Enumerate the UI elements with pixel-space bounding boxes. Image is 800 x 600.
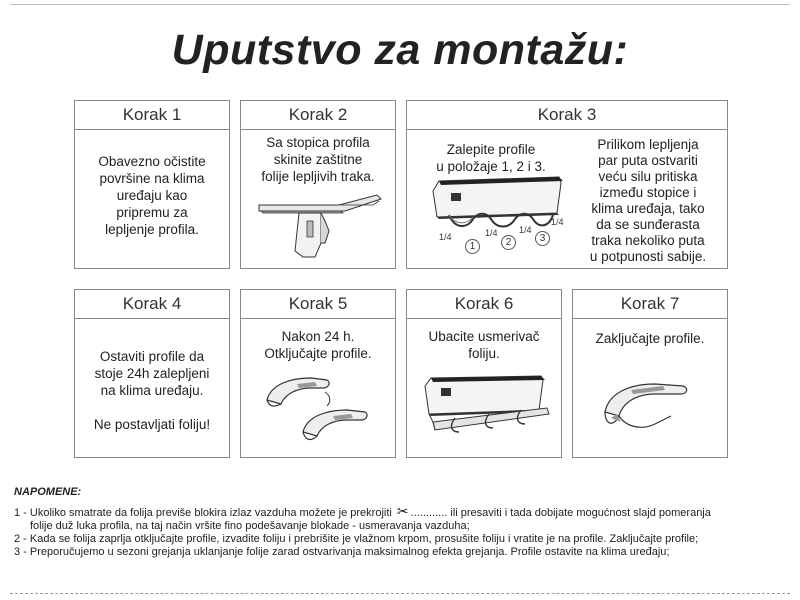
- step-3-line: u položaje 1, 2 i 3.: [436, 159, 546, 174]
- notes-heading: NAPOMENE:: [14, 486, 82, 498]
- note-1-lead: 1 - Ukoliko smatrate da folija previše blokira izlaz vazduha možete je prekrojiti: [14, 507, 392, 519]
- fraction-label: 1/4: [439, 232, 452, 242]
- step-2-line: folije lepljivih traka.: [261, 169, 375, 184]
- fraction-label: 1/4: [551, 217, 564, 227]
- bottom-border: [10, 593, 790, 594]
- step-1: [74, 100, 230, 269]
- step-6-line: foliju.: [468, 346, 500, 361]
- step-3-line: između stopice i: [599, 185, 697, 200]
- step-6-heading: Korak 6: [407, 290, 561, 319]
- step-5-line: Otključajte profile.: [264, 346, 372, 361]
- step-7-text: [573, 330, 727, 347]
- step-5-text: [241, 328, 395, 362]
- step-1-heading: Korak 1: [75, 101, 229, 130]
- step-3-heading: Korak 3: [407, 101, 727, 130]
- step-1-text: [75, 153, 229, 238]
- fraction-label: 1/4: [519, 225, 532, 235]
- note-1-line2: folije duž luka profila, na taj način vršite fino podešavanje blokade - usmeravanja vazduha;: [30, 520, 470, 532]
- page-title: Uputstvo za montažu:: [171, 26, 629, 74]
- note-1-tail: ili presaviti i tada dobijate mogućnost slajd pomeranja: [450, 507, 711, 519]
- step-3-line: veću silu pritiska: [598, 169, 698, 184]
- step-5: [240, 289, 396, 458]
- step-2-line: Sa stopica profila: [266, 135, 370, 150]
- profile-foot-illustration: [255, 191, 385, 263]
- step-4-line: stoje 24h zalepljeni: [94, 366, 210, 381]
- step-2: [240, 100, 396, 269]
- step-3-line: klima uređaja, tako: [591, 201, 705, 216]
- locked-profile-illustration: [591, 370, 715, 450]
- note-1-cut-marker: ............: [410, 507, 448, 519]
- step-1-line: lepljenje profila.: [105, 222, 199, 237]
- step-4-text: [75, 348, 229, 399]
- position-marker-3: 3: [535, 231, 550, 246]
- position-marker-2: 2: [501, 235, 516, 250]
- top-border: [10, 4, 790, 5]
- step-6-line: Ubacite usmerivač: [428, 329, 540, 344]
- step-3-line: Prilikom lepljenja: [597, 137, 699, 152]
- step-3-text-right: [573, 137, 723, 265]
- step-7: [572, 289, 728, 458]
- step-3-line: traka nekoliko puta: [591, 233, 705, 248]
- step-1-line: uređaju kao: [116, 188, 188, 203]
- step-3-line: u potpunosti sabije.: [589, 249, 707, 264]
- unlocked-profile-illustration: [257, 370, 387, 452]
- step-2-line: skinite zaštitne: [273, 152, 363, 167]
- step-5-line: Nakon 24 h.: [281, 329, 355, 344]
- step-1-line: pripremu za: [116, 205, 188, 220]
- step-7-heading: Korak 7: [573, 290, 727, 319]
- step-4-line: na klima uređaju.: [100, 383, 204, 398]
- note-1: [14, 505, 790, 533]
- step-5-heading: Korak 5: [241, 290, 395, 319]
- step-3-text-left: [411, 141, 571, 175]
- step-4: [74, 289, 230, 458]
- ac-unit-deflector-illustration: [419, 374, 553, 448]
- step-3-line: da se sunđerasta: [596, 217, 700, 232]
- step-1-line: površine na klima: [99, 171, 205, 186]
- position-marker-1: 1: [465, 239, 480, 254]
- step-4-line: Ostaviti profile da: [99, 349, 205, 364]
- scissors-icon: ✂: [396, 503, 409, 519]
- note-3: 3 - Preporučujemo u sezoni grejanja uklanjanje folije zarad ostvarivanja maksimalnog efekta grejanja. Profile ostavite na klima uređaju;: [14, 546, 670, 558]
- step-4-heading: Korak 4: [75, 290, 229, 319]
- notes-section: [14, 486, 790, 559]
- step-3-line: Zalepite profile: [446, 142, 536, 157]
- step-2-heading: Korak 2: [241, 101, 395, 130]
- step-1-line: Obavezno očistite: [98, 154, 206, 169]
- step-2-text: [241, 134, 395, 185]
- fraction-label: 1/4: [485, 228, 498, 238]
- step-3: [406, 100, 728, 269]
- ac-unit-profiles-illustration: [429, 175, 565, 233]
- step-4-warning: Ne postavljati foliju!: [93, 417, 211, 432]
- note-2: 2 - Kada se folija zaprlja otključajte profile, izvadite foliju i prebrišite je vlažnom krpom, prosušite foliju i vratite je na profile. Zaključajte profile;: [14, 533, 699, 545]
- step-6: [406, 289, 562, 458]
- step-3-line: par puta ostvariti: [598, 153, 698, 168]
- step-6-text: [407, 328, 561, 362]
- step-7-line: Zaključajte profile.: [595, 331, 705, 346]
